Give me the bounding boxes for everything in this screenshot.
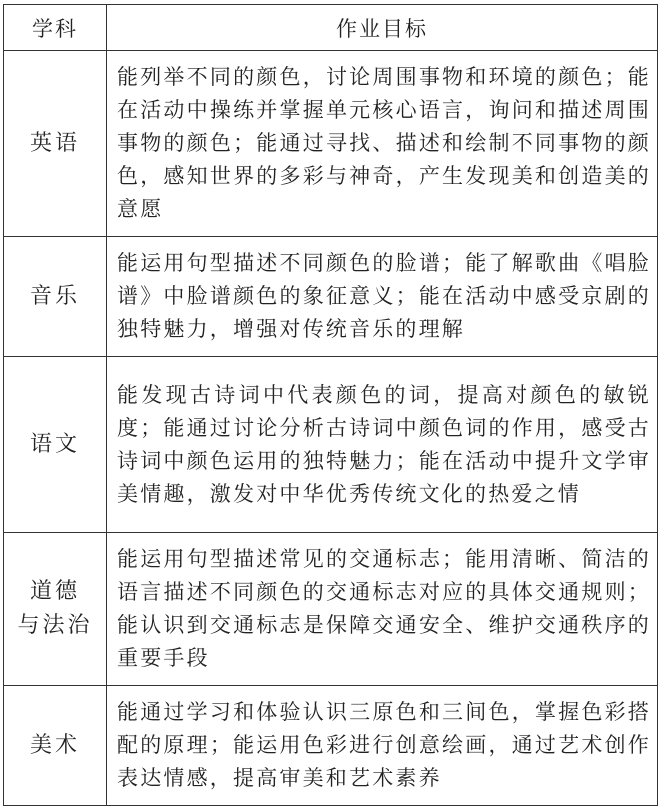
table-row-morality-law bbox=[4, 533, 658, 686]
table-row-english bbox=[4, 51, 658, 237]
subject-label: 音乐 bbox=[29, 283, 80, 309]
table-row-chinese bbox=[4, 357, 658, 533]
subject-label: 语文 bbox=[29, 431, 80, 457]
subject-cell bbox=[4, 357, 107, 533]
subject-cell bbox=[4, 51, 107, 237]
goal-cell: 能通过学习和体验认识三原色和三间色，掌握色彩搭配的原理；能运用色彩进行创意绘画，通过艺术创作表达情感，提高审美和艺术素养 bbox=[107, 686, 658, 806]
header-goal: 作业目标 bbox=[107, 5, 658, 51]
goal-cell: 能列举不同的颜色，讨论周围事物和环境的颜色；能在活动中操练并掌握单元核心语言，询问和描述周围事物的颜色；能通过寻找、描述和绘制不同事物的颜色，感知世界的多彩与神奇，产生发现美和创造美的意愿 bbox=[107, 51, 658, 237]
goal-cell: 能运用句型描述常见的交通标志；能用清晰、简洁的语言描述不同颜色的交通标志对应的具体交通规则；能认识到交通标志是保障交通安全、维护交通秩序的重要手段 bbox=[107, 533, 658, 686]
subject-cell bbox=[4, 237, 107, 357]
goal-cell: 能发现古诗词中代表颜色的词，提高对颜色的敏锐度；能通过讨论分析古诗词中颜色词的作用，感受古诗词中颜色运用的独特魅力；能在活动中提升文学审美情趣，激发对中华优秀传统文化的热爱之情 bbox=[107, 357, 658, 533]
goal-cell: 能运用句型描述不同颜色的脸谱；能了解歌曲《唱脸谱》中脸谱颜色的象征意义；能在活动中感受京剧的独特魅力，增强对传统音乐的理解 bbox=[107, 237, 658, 357]
goals-table-container bbox=[3, 4, 657, 790]
homework-goals-table bbox=[3, 4, 658, 806]
subject-label-line-2: 与法治 bbox=[17, 613, 93, 638]
table-row-music bbox=[4, 237, 658, 357]
subject-label: 英语 bbox=[29, 130, 80, 156]
table-header-row bbox=[4, 5, 658, 51]
table-row-art bbox=[4, 686, 658, 806]
subject-cell bbox=[4, 686, 107, 806]
header-subject: 学科 bbox=[4, 5, 107, 51]
subject-label-line-1: 道德 bbox=[29, 579, 80, 604]
subject-label: 美术 bbox=[29, 732, 80, 758]
subject-cell bbox=[4, 533, 107, 686]
